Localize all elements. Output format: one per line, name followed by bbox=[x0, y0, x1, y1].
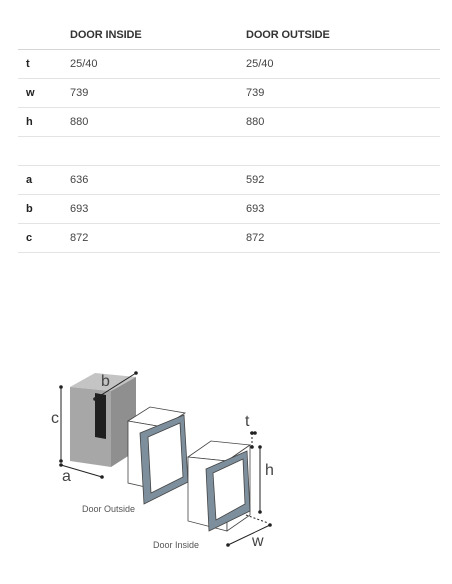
row-inside-value: 693 bbox=[70, 195, 246, 224]
label-a: a bbox=[62, 468, 71, 485]
row-outside-value: 872 bbox=[246, 224, 440, 253]
row-outside-value: 25/40 bbox=[246, 50, 440, 79]
label-h: h bbox=[265, 462, 274, 479]
row-key: t bbox=[18, 50, 70, 79]
table-row bbox=[18, 108, 440, 137]
label-door-outside: Door Outside bbox=[82, 504, 136, 514]
row-key: w bbox=[18, 79, 70, 108]
fridge-door-inside-illustration bbox=[188, 441, 250, 531]
row-inside-value: 739 bbox=[70, 79, 246, 108]
row-outside-value: 739 bbox=[246, 79, 440, 108]
label-door-inside: Door Inside bbox=[153, 540, 200, 550]
header-door-outside: DOOR OUTSIDE bbox=[246, 20, 440, 50]
row-inside-value: 25/40 bbox=[70, 50, 246, 79]
table-row bbox=[18, 166, 440, 195]
row-outside-value bbox=[246, 137, 440, 166]
table-row bbox=[18, 195, 440, 224]
row-outside-value: 693 bbox=[246, 195, 440, 224]
row-inside-value: 636 bbox=[70, 166, 246, 195]
dimensions-table bbox=[18, 20, 440, 253]
table-row bbox=[18, 50, 440, 79]
row-outside-value: 592 bbox=[246, 166, 440, 195]
label-t: t bbox=[245, 413, 250, 430]
row-key: b bbox=[18, 195, 70, 224]
fridge-door-outside-illustration bbox=[128, 407, 188, 504]
row-key: h bbox=[18, 108, 70, 137]
row-inside-value: 880 bbox=[70, 108, 246, 137]
table-row-spacer bbox=[18, 137, 440, 166]
label-b: b bbox=[101, 373, 110, 390]
header-key bbox=[18, 20, 70, 50]
label-c: c bbox=[51, 410, 59, 427]
header-door-inside: DOOR INSIDE bbox=[70, 20, 246, 50]
label-w: w bbox=[252, 533, 264, 550]
table-header-row bbox=[18, 20, 440, 50]
row-key: a bbox=[18, 166, 70, 195]
table-row bbox=[18, 224, 440, 253]
row-inside-value bbox=[70, 137, 246, 166]
row-inside-value: 872 bbox=[70, 224, 246, 253]
installation-diagram bbox=[40, 365, 290, 555]
table-row bbox=[18, 79, 440, 108]
row-key: c bbox=[18, 224, 70, 253]
row-key bbox=[18, 137, 70, 166]
row-outside-value: 880 bbox=[246, 108, 440, 137]
